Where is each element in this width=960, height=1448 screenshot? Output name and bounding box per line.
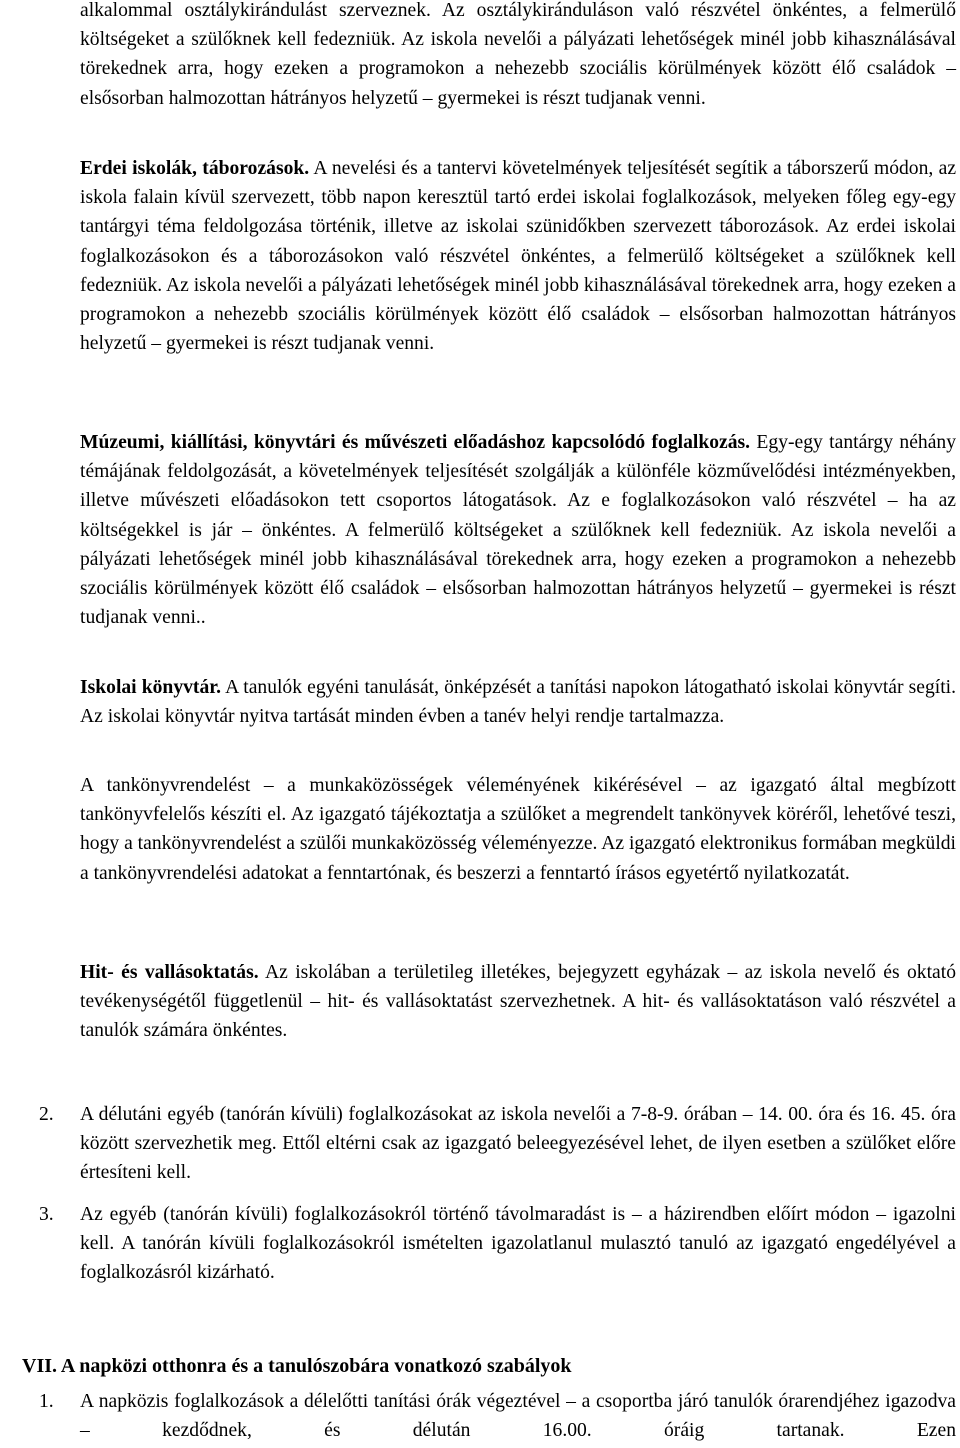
- item-text: Az egyéb (tanórán kívüli) foglalkozásokról történő távolmaradást is – a házirendben előírt módon – igazolni kell. A tanórán kívüli foglalkozásokról ismételten igazolatlanul mulasztó tanuló az igazgató engedélyével a foglalkozásról kizárható.: [80, 1204, 956, 1284]
- paragraph-heading: Hit- és vallásoktatás.: [80, 962, 259, 983]
- paragraph-text: Egy-egy tantárgy néhány témájának feldolgozását, a követelmények teljesítését szolgálják a különféle közművelődési intézményekben, illetve művészeti előadásokon tett csoportos látogatások. Az e foglalkozásokon való részvétel – ha az költségekkel is jár – önkéntes. A felmerülő költségeket a szülőknek kell fedezniük. Az iskola nevelői a pályázati lehetőségek minél jobb kihasználásával törekednek arra, hogy ezeken a programokon a nehezebb szociális körülmények között élő családok – elsősorban halmozottan hátrányos helyzetű – gyermekei is részt tudjanak venni..: [80, 432, 956, 629]
- paragraph-hitoktatas: [80, 958, 956, 1046]
- paragraph-erdei-iskolak: [80, 154, 956, 358]
- paragraph-heading: Múzeumi, kiállítási, könyvtári és művészeti előadáshoz kapcsolódó foglalkozás.: [80, 432, 751, 453]
- paragraph-tankonyvrendeles: [80, 771, 956, 888]
- numbered-item-2: [39, 1100, 956, 1188]
- paragraph-muzeumi-foglalkozas: [80, 428, 956, 632]
- item-number: 1.: [39, 1391, 54, 1412]
- item-number: 2.: [39, 1104, 54, 1125]
- paragraph-text: alkalommal osztálykirándulást szerveznek. Az osztálykiránduláson való részvétel önkéntes, a felmerülő költségeket a szülőknek kell fedezniük. Az iskola nevelői a pályázati lehetőségek minél jobb kihasználásával törekednek arra, hogy ezeken a programokon a nehezebb szociális körülmények között élő családok – elsősorban halmozottan hátrányos helyzetű – gyermekei is részt tudjanak venni.: [80, 0, 956, 109]
- paragraph-text: A tanulók egyéni tanulását, önképzését a tanítási napokon látogatható iskolai könyvtár segíti. Az iskolai könyvtár nyitva tartását minden évben a tanév helyi rendje tartalmazza.: [80, 677, 956, 728]
- paragraph-iskolai-konyvtar: [80, 673, 956, 731]
- paragraph-text: Az iskolában a területileg illetékes, bejegyzett egyházak – az iskola nevelő és oktató tevékenységétől függetlenül – hit- és vallásoktatást szervezhetnek. A hit- és vallásoktatáson való részvétel a tanulók számára önkéntes.: [80, 962, 956, 1042]
- numbered-item-3: [39, 1200, 956, 1288]
- numbered-item-vii-1: [39, 1387, 956, 1445]
- item-text: A délutáni egyéb (tanórán kívüli) foglalkozásokat az iskola nevelői a 7-8-9. órában – 14. 00. óra és 16. 45. óra között szervezhetik meg. Ettől eltérni csak az igazgató beleegyezésével lehet, de ilyen esetben a szülőket előre értesíteni kell.: [80, 1104, 956, 1184]
- paragraph-heading: Iskolai könyvtár.: [80, 677, 222, 698]
- paragraph-heading: Erdei iskolák, táborozások.: [80, 158, 310, 179]
- paragraph-osztalykirandulas: [80, 0, 956, 113]
- paragraph-text: A nevelési és a tantervi követelmények teljesítését segítik a táborszerű módon, az iskola falain kívül szervezett, több napon keresztül tartó erdei iskolai foglalkozások, melyeken főleg egy-egy tantárgyi téma feldolgozása történik, illetve az iskolai szünidőkben szervezett táborozások. Az erdei iskolai foglalkozásokon és a táborozásokon való részvétel önkéntes, a felmerülő költségeket a szülőknek kell fedezniük. Az iskola nevelői a pályázati lehetőségek minél jobb kihasználásával törekednek arra, hogy ezeken a programokon a nehezebb szociális körülmények között élő családok – elsősorban halmozottan hátrányos helyzetű – gyermekei is részt tudjanak venni.: [80, 158, 957, 355]
- item-number: 3.: [39, 1204, 54, 1225]
- section-heading-vii: VII. A napközi otthonra és a tanulószobára vonatkozó szabályok: [22, 1355, 572, 1377]
- paragraph-text: A tankönyvrendelést – a munkaközösségek véleményének kikérésével – az igazgató által megbízott tankönyvfelelős készíti el. Az igazgató tájékoztatja a szülőket a megrendelt tankönyvek köréről, lehetővé teszi, hogy a tankönyvrendelést a szülői munkaközösség véleményezze. Az igazgató elektronikus formában megküldi a tankönyvrendelési adatokat a fenntartónak, és beszerzi a fenntartó írásos egyetértő nyilatkozatát.: [80, 775, 956, 884]
- item-text: A napközis foglalkozások a délelőtti tanítási órák végeztével – a csoportba járó tanulók órarendjéhez igazodva – kezdődnek, és délután 16.00. óráig tartanak. Ezen: [80, 1391, 956, 1442]
